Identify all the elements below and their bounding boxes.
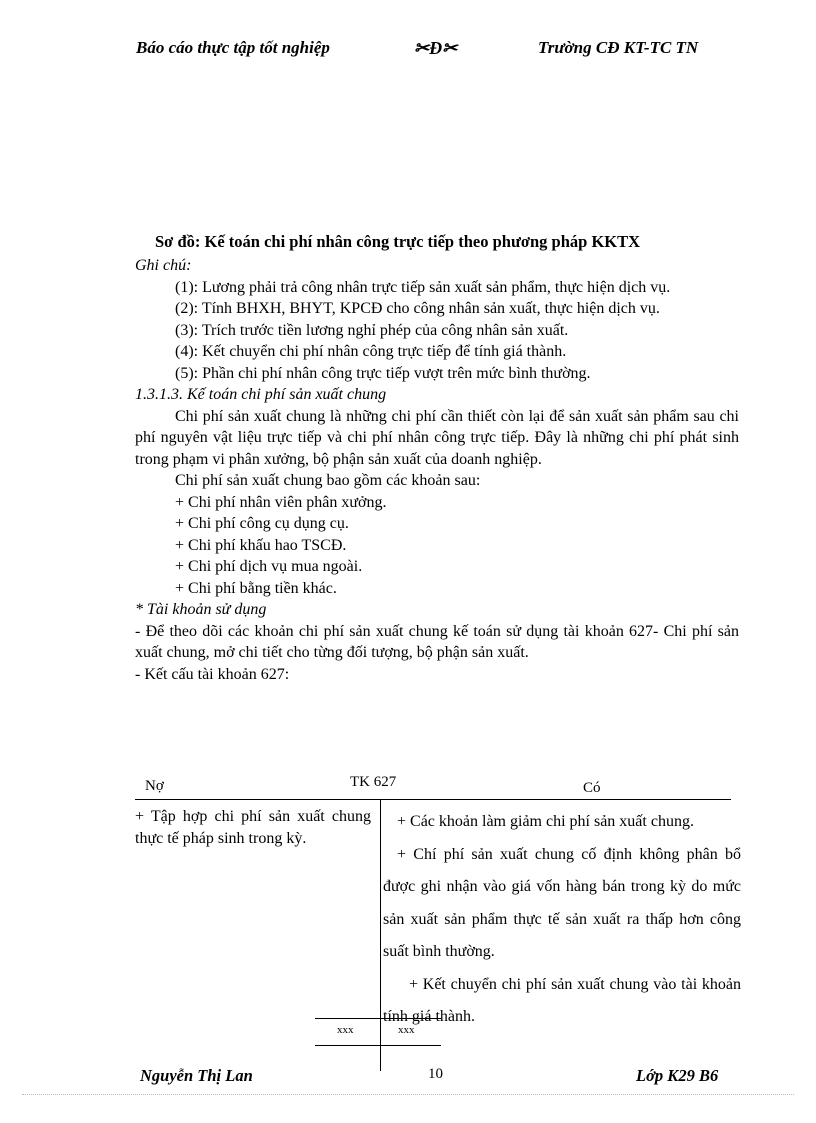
notes-label: Ghi chú: [135, 257, 192, 274]
section-paragraph-2: Chi phí sản xuất chung bao gồm các khoản sau: [175, 472, 481, 489]
cost-list-item-1: + Chi phí nhân viên phân xưởng. [175, 493, 387, 511]
credit-item-1: + Các khoản làm giảm chi phí sản xuất chung. [397, 813, 694, 830]
cost-list-item-2: + Chi phí công cụ dụng cụ. [175, 515, 349, 532]
page-bottom-divider [22, 1094, 794, 1095]
header-report-title: Báo cáo thực tập tốt nghiệp [136, 38, 330, 57]
debit-label: Nợ [145, 778, 164, 794]
footer-class: Lớp K29 B6 [636, 1066, 719, 1085]
cost-list-item-3: + Chi phí khấu hao TSCĐ. [175, 536, 347, 554]
note-item-2: (2): Tính BHXH, BHYT, KPCĐ cho công nhân sản xuất, thực hiện dịch vụ. [175, 300, 660, 317]
t-account-horizontal-line [135, 799, 731, 800]
credit-label: Có [583, 780, 601, 796]
section-heading: 1.3.1.3. Kế toán chi phí sản xuất chung [135, 386, 387, 403]
balance-top-line [315, 1018, 441, 1019]
credit-side [383, 806, 741, 1034]
section-paragraph-1: Chi phí sản xuất chung là những chi phí cần thiết còn lại để sản xuất sản phẩm sau chi phí nguyên vật liệu trực tiếp và chi phí nhân công trực tiếp. Đây là những chi phí phát sinh trong phạm vi phân xưởng, bộ phận sản xuất của doanh nghiệp. [135, 407, 739, 468]
cost-list-item-5: + Chi phí bằng tiền khác. [175, 579, 337, 597]
debit-item-1: + Tập hợp chi phí sản xuất chung thực tế pháp sinh trong kỳ. [135, 808, 371, 847]
balance-bottom-line [315, 1045, 441, 1046]
account-paragraph: - Để theo dõi các khoản chi phí sản xuất chung kế toán sử dụng tài khoản 627- Chi phí sản xuất chung, mở chi tiết cho từng đối tượng, bộ phận sản xuất. [135, 622, 739, 661]
account-name: TK 627 [350, 774, 397, 790]
t-account-header [135, 772, 735, 798]
document-body [135, 255, 739, 685]
note-item-5: (5): Phần chi phí nhân công trực tiếp vượt trên mức bình thường. [175, 364, 591, 382]
footer-author: Nguyễn Thị Lan [140, 1066, 253, 1085]
credit-item-3: + Kết chuyển chi phí sản xuất chung vào tài khoản tính giá thành. [383, 975, 741, 1025]
header-school-name: Trường CĐ KT-TC TN [538, 38, 699, 57]
cost-list-item-4: + Chi phí dịch vụ mua ngoài. [175, 558, 363, 575]
account-structure-label: - Kết cấu tài khoản 627: [135, 665, 290, 683]
note-item-1: (1): Lương phải trả công nhân trực tiếp sản xuất sản phẩm, thực hiện dịch vụ. [175, 278, 671, 296]
note-item-3: (3): Trích trước tiền lương nghỉ phép của công nhân sản xuất. [175, 321, 569, 339]
debit-balance: xxx [337, 1024, 354, 1036]
t-account-vertical-line [380, 799, 381, 1071]
debit-side [135, 806, 371, 850]
page-number: 10 [428, 1066, 443, 1082]
account-heading: * Tài khoản sử dụng [135, 601, 267, 618]
credit-item-2: + Chí phí sản xuất chung cố định không phân bổ được ghi nhận vào giá vốn hàng bán trong kỳ do mức sản xuất sản phẩm thực tế sản xuất ra thấp hơn công suất bình thường. [383, 845, 741, 960]
credit-balance: xxx [398, 1024, 415, 1036]
diagram-title: Sơ đồ: Kế toán chi phí nhân công trực tiếp theo phương pháp KKTX [155, 232, 641, 251]
note-item-4: (4): Kết chuyển chi phí nhân công trực tiếp để tính giá thành. [175, 343, 567, 360]
header-logo: ✂Đ✂ [414, 38, 458, 58]
